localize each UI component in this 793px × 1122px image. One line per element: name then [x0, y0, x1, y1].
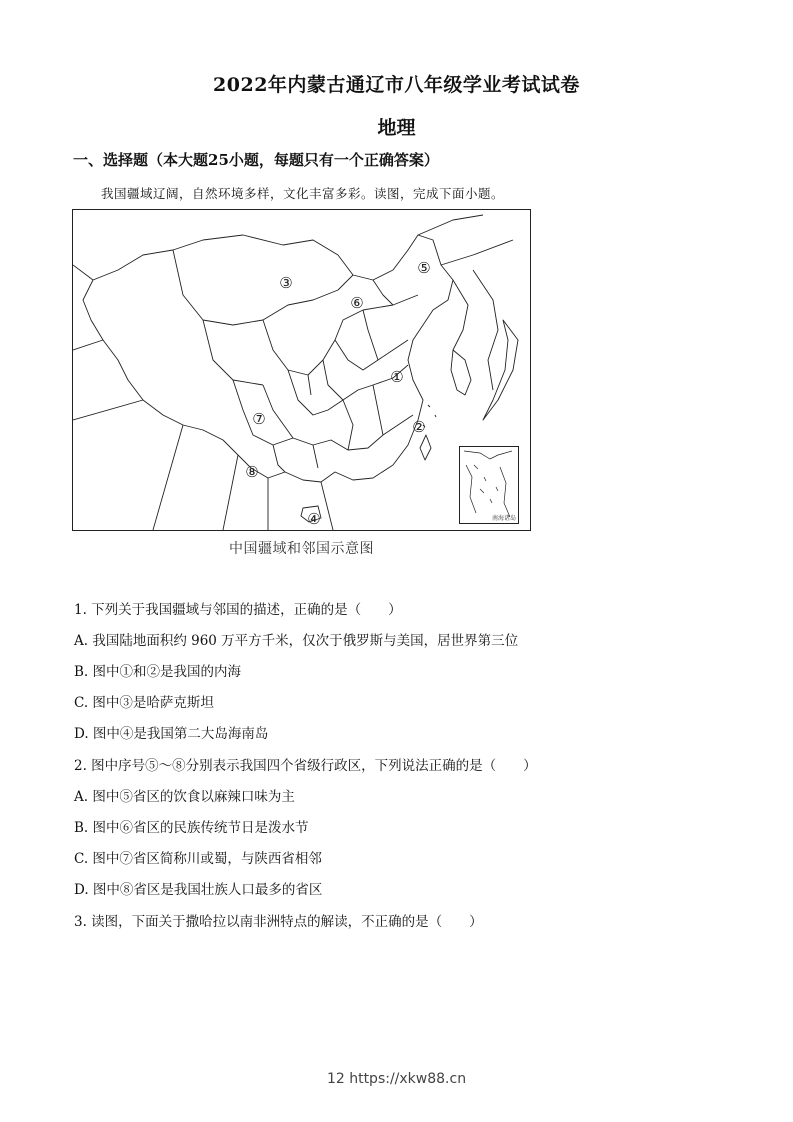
section-heading: 一、选择题（本大题25小题，每题只有一个正确答案）	[73, 151, 439, 169]
question-1-option-c: C. 图中③是哈萨克斯坦	[74, 695, 214, 711]
china-map	[72, 209, 531, 531]
map-caption: 中国疆域和邻国示意图	[229, 541, 374, 557]
exam-title: 2022年内蒙古通辽市八年级学业考试试卷	[213, 74, 580, 96]
question-1-option-a: A. 我国陆地面积约 960 万平方千米，仅次于俄罗斯与美国，居世界第三位	[74, 633, 519, 649]
marker-1: ①	[390, 368, 404, 386]
inset-label: 南海诸岛	[491, 515, 516, 522]
question-3-stem: 3. 读图，下面关于撒哈拉以南非洲特点的解读，不正确的是（ ）	[74, 914, 483, 930]
inset-outline	[460, 447, 518, 523]
marker-7: ⑦	[252, 410, 266, 428]
question-2-option-d: D. 图中⑧省区是我国壮族人口最多的省区	[74, 882, 323, 898]
question-1-option-d: D. 图中④是我国第二大岛海南岛	[74, 726, 269, 742]
question-2-option-c: C. 图中⑦省区简称川或蜀，与陕西省相邻	[74, 851, 322, 867]
marker-5: ⑤	[417, 259, 431, 277]
marker-6: ⑥	[350, 294, 364, 312]
marker-4: ④	[307, 510, 321, 528]
page-footer: 12 https://xkw88.cn	[326, 1071, 467, 1087]
question-1-stem: 1. 下列关于我国疆域与邻国的描述，正确的是（ ）	[74, 602, 402, 618]
question-2-stem: 2. 图中序号⑤～⑧分别表示我国四个省级行政区，下列说法正确的是（ ）	[74, 758, 537, 774]
question-2-option-a: A. 图中⑤省区的饮食以麻辣口味为主	[74, 789, 295, 805]
question-intro: 我国疆域辽阔，自然环境多样，文化丰富多彩。读图，完成下面小题。	[101, 186, 505, 201]
south-china-sea-inset	[459, 446, 519, 524]
question-1-option-b: B. 图中①和②是我国的内海	[74, 664, 242, 680]
question-2-option-b: B. 图中⑥省区的民族传统节日是泼水节	[74, 820, 309, 836]
subject-title: 地理	[377, 117, 416, 139]
marker-2: ②	[412, 418, 426, 436]
marker-8: ⑧	[245, 463, 259, 481]
marker-3: ③	[279, 274, 293, 292]
